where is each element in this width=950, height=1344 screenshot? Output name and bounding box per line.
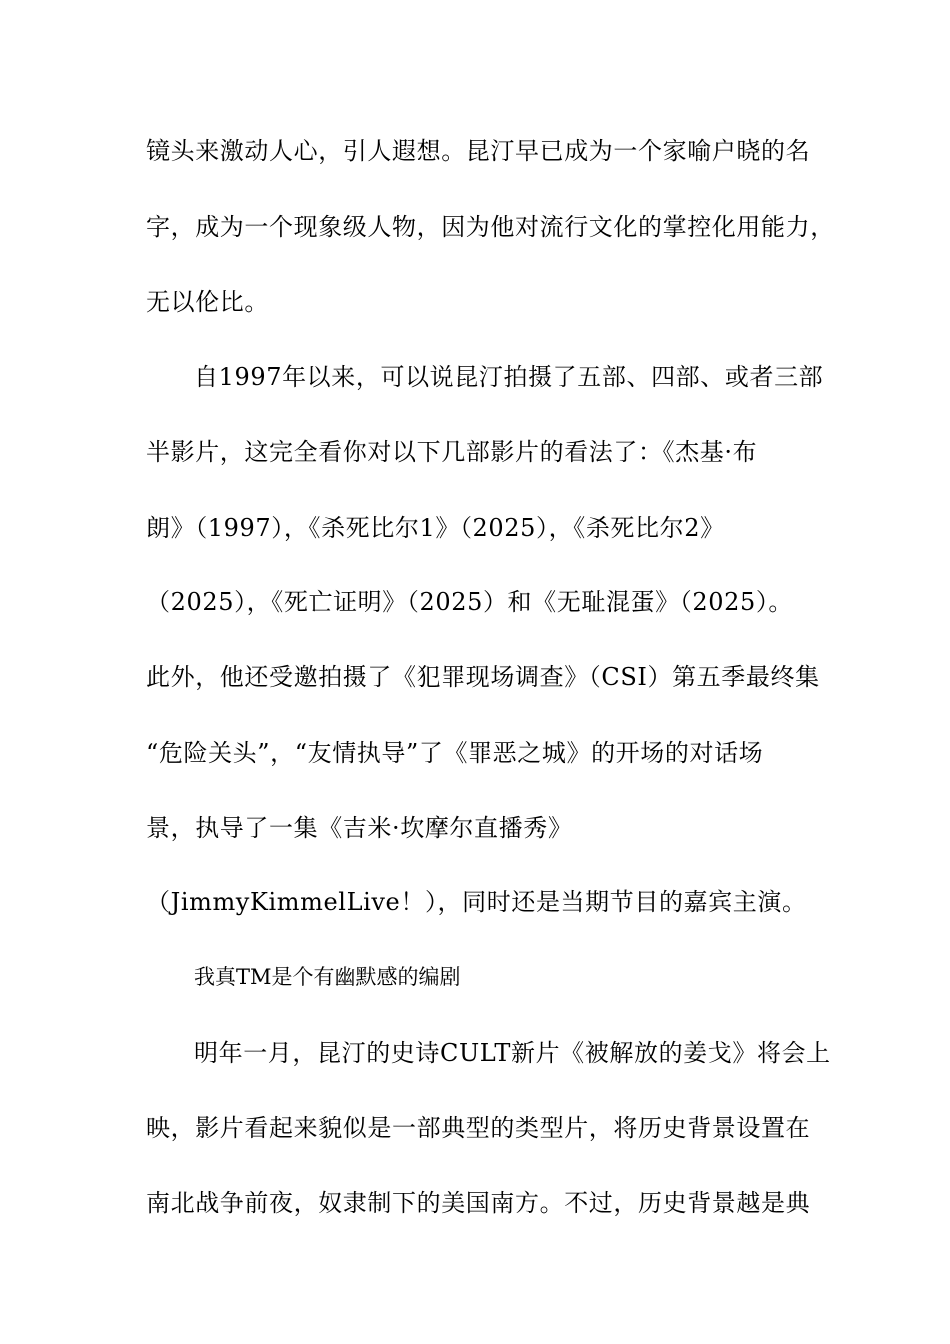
text-line: 镜头来激动人心，引人遐想。昆汀早已成为一个家喻户晓的名 [146, 137, 811, 165]
text-line: 南北战争前夜，奴隶制下的美国南方。不过，历史背景越是典 [146, 1189, 811, 1217]
text-line: （JimmyKimmelLive！），同时还是当期节目的嘉宾主演。 [146, 888, 807, 916]
paragraph-first-line: 自1997年以来，可以说昆汀拍摄了五部、四部、或者三部 [194, 363, 824, 391]
section-heading: 我真TM是个有幽默感的编剧 [194, 965, 461, 989]
paragraph-first-line: 明年一月，昆汀的史诗CULT新片《被解放的姜戈》将会上 [194, 1039, 831, 1067]
text-line: “危险关头”，“友情执导”了《罪恶之城》的开场的对话场 [146, 739, 764, 767]
text-line: 朗》（1997），《杀死比尔1》（2025），《杀死比尔2》 [146, 514, 725, 542]
text-line: 字，成为一个现象级人物，因为他对流行文化的掌控化用能力， [146, 213, 835, 241]
text-line: （2025），《死亡证明》（2025）和《无耻混蛋》（2025）。 [146, 588, 794, 616]
text-line: 无以伦比。 [146, 288, 269, 316]
text-line: 映，影片看起来貌似是一部典型的类型片，将历史背景设置在 [146, 1114, 811, 1142]
text-line: 此外，他还受邀拍摄了《犯罪现场调查》（CSI）第五季最终集 [146, 663, 820, 691]
text-line: 半影片，这完全看你对以下几部影片的看法了：《杰基·布 [146, 438, 758, 466]
text-line: 景，执导了一集《吉米·坎摩尔直播秀》 [146, 814, 573, 842]
